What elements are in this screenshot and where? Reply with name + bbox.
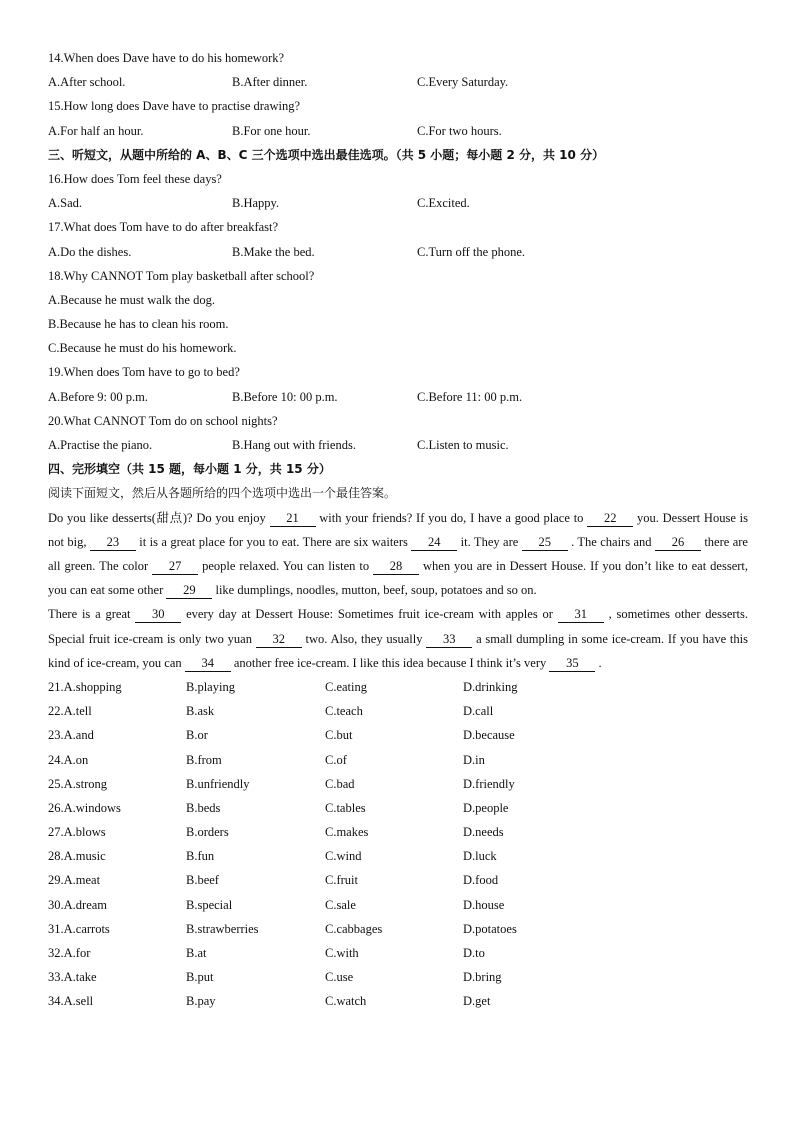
option-b[interactable]: B.beds bbox=[186, 800, 221, 815]
passage-text: like dumplings, noodles, mutton, beef, soup, potatoes and so on. bbox=[212, 583, 537, 598]
cloze-option-row bbox=[48, 723, 748, 747]
blank-35[interactable]: 35 bbox=[549, 655, 595, 672]
option-a[interactable]: 31.A.carrots bbox=[48, 921, 110, 936]
option-b[interactable]: B.or bbox=[186, 728, 208, 743]
option-c[interactable]: C.Before 11: 00 p.m. bbox=[417, 389, 523, 404]
cloze-option-row bbox=[48, 844, 748, 868]
option-c[interactable]: C.watch bbox=[325, 994, 367, 1009]
option-d[interactable]: D.house bbox=[463, 897, 505, 912]
option-c[interactable]: C.makes bbox=[325, 825, 369, 840]
option-b[interactable]: B.strawberries bbox=[186, 921, 259, 936]
question-19-options bbox=[48, 385, 748, 409]
cloze-option-row bbox=[48, 965, 748, 989]
passage-text: There is a great bbox=[48, 607, 136, 622]
cloze-option-row bbox=[48, 772, 748, 796]
option-c[interactable]: C.bad bbox=[325, 776, 355, 791]
option-c[interactable]: C.Because he must do his homework. bbox=[48, 341, 237, 356]
blank-27[interactable]: 27 bbox=[152, 558, 198, 575]
cloze-option-row bbox=[48, 796, 748, 820]
cloze-option-row bbox=[48, 868, 748, 892]
option-a[interactable]: A.Because he must walk the dog. bbox=[48, 292, 215, 307]
passage-text: . The chairs and bbox=[567, 534, 655, 549]
option-b[interactable]: B.fun bbox=[186, 849, 215, 864]
option-b[interactable]: B.unfriendly bbox=[186, 776, 250, 791]
blank-25[interactable]: 25 bbox=[522, 534, 568, 551]
option-b[interactable]: B.Make the bed. bbox=[232, 244, 315, 259]
option-d[interactable]: D.people bbox=[463, 800, 509, 815]
option-c[interactable]: C.with bbox=[325, 946, 359, 961]
option-d[interactable]: D.luck bbox=[463, 849, 497, 864]
option-c[interactable]: C.fruit bbox=[325, 873, 358, 888]
option-b[interactable]: B.ask bbox=[186, 704, 215, 719]
question-16-options bbox=[48, 191, 748, 215]
question-20-options bbox=[48, 433, 748, 457]
option-a[interactable]: 22.A.tell bbox=[48, 704, 92, 719]
passage-text: there are all green. The color bbox=[48, 534, 748, 573]
passage-text: every day at Dessert House: Sometimes fruit ice-cream with apples or bbox=[181, 607, 558, 622]
option-d[interactable]: D.needs bbox=[463, 825, 504, 840]
option-a[interactable]: 25.A.strong bbox=[48, 776, 108, 791]
section-4-heading: 四、完形填空（共 15 题，每小题 1 分，共 15 分） bbox=[48, 462, 331, 477]
option-c[interactable]: C.Every Saturday. bbox=[417, 75, 509, 90]
blank-21[interactable]: 21 bbox=[270, 510, 316, 527]
option-a[interactable]: A.After school. bbox=[48, 75, 126, 90]
cloze-option-row bbox=[48, 675, 748, 699]
option-a[interactable]: A.Practise the piano. bbox=[48, 438, 153, 452]
option-a[interactable]: 28.A.music bbox=[48, 849, 106, 864]
passage-text: , sometimes other desserts. Special fruit ice-cream is only two yuan bbox=[48, 607, 748, 646]
option-b[interactable]: B.Happy. bbox=[232, 196, 280, 211]
cloze-option-row bbox=[48, 893, 748, 917]
blank-33[interactable]: 33 bbox=[426, 631, 472, 648]
option-a[interactable]: 34.A.sell bbox=[48, 994, 94, 1009]
option-b[interactable]: B.at bbox=[186, 946, 207, 961]
blank-34[interactable]: 34 bbox=[185, 655, 231, 672]
option-a[interactable]: 32.A.for bbox=[48, 946, 91, 961]
option-c[interactable]: C.eating bbox=[325, 679, 368, 694]
question-15-options bbox=[48, 119, 748, 143]
option-d[interactable]: D.call bbox=[463, 704, 494, 719]
question-17: 17.What does Tom have to do after breakfast? bbox=[48, 220, 279, 235]
blank-26[interactable]: 26 bbox=[655, 534, 701, 551]
option-b[interactable]: B.For one hour. bbox=[232, 123, 311, 138]
cloze-option-row bbox=[48, 699, 748, 723]
option-b[interactable]: B.special bbox=[186, 897, 233, 912]
blank-28[interactable]: 28 bbox=[373, 558, 419, 575]
option-b[interactable]: B.Before 10: 00 p.m. bbox=[232, 389, 338, 404]
option-a[interactable]: A.Do the dishes. bbox=[48, 244, 132, 259]
option-d[interactable]: D.drinking bbox=[463, 679, 518, 694]
cloze-instruction: 阅读下面短文，然后从各题所给的四个选项中选出一个最佳答案。 bbox=[48, 486, 397, 501]
passage-text: you. Dessert House is not big, bbox=[48, 510, 748, 549]
question-16: 16.How does Tom feel these days? bbox=[48, 171, 222, 186]
option-d[interactable]: D.friendly bbox=[463, 776, 515, 791]
option-c[interactable]: C.use bbox=[325, 970, 354, 985]
option-a[interactable]: A.Before 9: 00 p.m. bbox=[48, 389, 148, 404]
blank-32[interactable]: 32 bbox=[256, 631, 302, 648]
option-c[interactable]: C.sale bbox=[325, 897, 356, 912]
question-18: 18.Why CANNOT Tom play basketball after school? bbox=[48, 268, 315, 283]
blank-30[interactable]: 30 bbox=[135, 606, 181, 623]
option-a[interactable]: 33.A.take bbox=[48, 970, 97, 985]
passage-text: two. Also, they usually bbox=[301, 631, 427, 646]
option-a[interactable]: 24.A.on bbox=[48, 752, 89, 767]
option-a[interactable]: 30.A.dream bbox=[48, 897, 108, 912]
cloze-options-list bbox=[48, 675, 748, 1014]
blank-29[interactable]: 29 bbox=[166, 582, 212, 599]
option-c[interactable]: C.cabbages bbox=[325, 921, 383, 936]
question-19: 19.When does Tom have to go to bed? bbox=[48, 365, 240, 380]
passage-text: . bbox=[595, 655, 602, 670]
question-15: 15.How long does Dave have to practise drawing? bbox=[48, 99, 301, 114]
option-b[interactable]: B.from bbox=[186, 752, 222, 767]
passage-text: a small dumpling in some ice-cream. If you have this kind of ice-cream, you can bbox=[48, 631, 748, 670]
option-a[interactable]: 27.A.blows bbox=[48, 825, 106, 840]
blank-23[interactable]: 23 bbox=[90, 534, 136, 551]
exam-page bbox=[48, 46, 748, 1014]
option-d[interactable]: D.because bbox=[463, 728, 515, 743]
option-a[interactable]: 21.A.shopping bbox=[48, 679, 122, 694]
cloze-option-row bbox=[48, 989, 748, 1013]
question-20: 20.What CANNOT Tom do on school nights? bbox=[48, 413, 278, 428]
option-c[interactable]: C.teach bbox=[325, 704, 363, 719]
option-c[interactable]: C.wind bbox=[325, 849, 362, 864]
option-b[interactable]: B.After dinner. bbox=[232, 75, 308, 90]
option-b[interactable]: B.beef bbox=[186, 873, 219, 888]
passage-text: with your friends? If you do, I have a good place to bbox=[315, 510, 588, 525]
cloze-option-row bbox=[48, 917, 748, 941]
option-d[interactable]: D.potatoes bbox=[463, 921, 517, 936]
option-b[interactable]: B.playing bbox=[186, 679, 235, 694]
passage-text: when you are in Dessert House. If you don’t like to eat dessert, you can eat some other bbox=[48, 558, 749, 598]
option-b[interactable]: B.Hang out with friends. bbox=[232, 438, 356, 452]
passage-text: Do you like desserts(甜点)? Do you enjoy bbox=[48, 510, 270, 525]
option-d[interactable]: D.get bbox=[463, 994, 491, 1009]
passage-paragraph-2 bbox=[48, 602, 748, 675]
section-3-heading: 三、听短文，从题中所给的 A、B、C 三个选项中选出最佳选项。（共 5 小题；每小题 2 分，共 10 分） bbox=[48, 147, 605, 162]
option-c[interactable]: C.of bbox=[325, 752, 347, 767]
option-d[interactable]: D.to bbox=[463, 946, 485, 961]
option-c[interactable]: C.For two hours. bbox=[417, 123, 502, 138]
option-d[interactable]: D.in bbox=[463, 752, 485, 767]
option-a[interactable]: 26.A.windows bbox=[48, 800, 121, 815]
cloze-option-row bbox=[48, 941, 748, 965]
option-a[interactable]: A.Sad. bbox=[48, 196, 83, 211]
option-a[interactable]: 29.A.meat bbox=[48, 873, 101, 888]
option-b[interactable]: B.pay bbox=[186, 994, 216, 1009]
option-c[interactable]: C.tables bbox=[325, 800, 366, 815]
passage-text: another free ice-cream. I like this idea because I think it’s very bbox=[230, 655, 550, 670]
option-b[interactable]: B.put bbox=[186, 970, 214, 985]
option-d[interactable]: D.food bbox=[463, 873, 499, 888]
option-c[interactable]: C.but bbox=[325, 728, 353, 743]
cloze-option-row bbox=[48, 820, 748, 844]
passage-text: people relaxed. You can listen to bbox=[198, 558, 374, 573]
question-14: 14.When does Dave have to do his homework? bbox=[48, 51, 285, 65]
option-b[interactable]: B.Because he has to clean his room. bbox=[48, 317, 229, 332]
passage-text: it. They are bbox=[457, 534, 522, 549]
question-14-options bbox=[48, 70, 748, 94]
blank-22[interactable]: 22 bbox=[587, 510, 633, 527]
option-c[interactable]: C.Turn off the phone. bbox=[417, 244, 525, 259]
blank-24[interactable]: 24 bbox=[411, 534, 457, 551]
option-d[interactable]: D.bring bbox=[463, 970, 502, 985]
option-a[interactable]: 23.A.and bbox=[48, 728, 94, 743]
question-17-options bbox=[48, 240, 748, 264]
option-c[interactable]: C.Listen to music. bbox=[417, 438, 509, 452]
blank-31[interactable]: 31 bbox=[558, 606, 604, 623]
passage-paragraph-1 bbox=[48, 506, 748, 603]
option-c[interactable]: C.Excited. bbox=[417, 196, 470, 211]
cloze-option-row bbox=[48, 748, 748, 772]
option-a[interactable]: A.For half an hour. bbox=[48, 123, 144, 138]
option-b[interactable]: B.orders bbox=[186, 825, 229, 840]
passage-text: it is a great place for you to eat. There are six waiters bbox=[135, 534, 412, 549]
